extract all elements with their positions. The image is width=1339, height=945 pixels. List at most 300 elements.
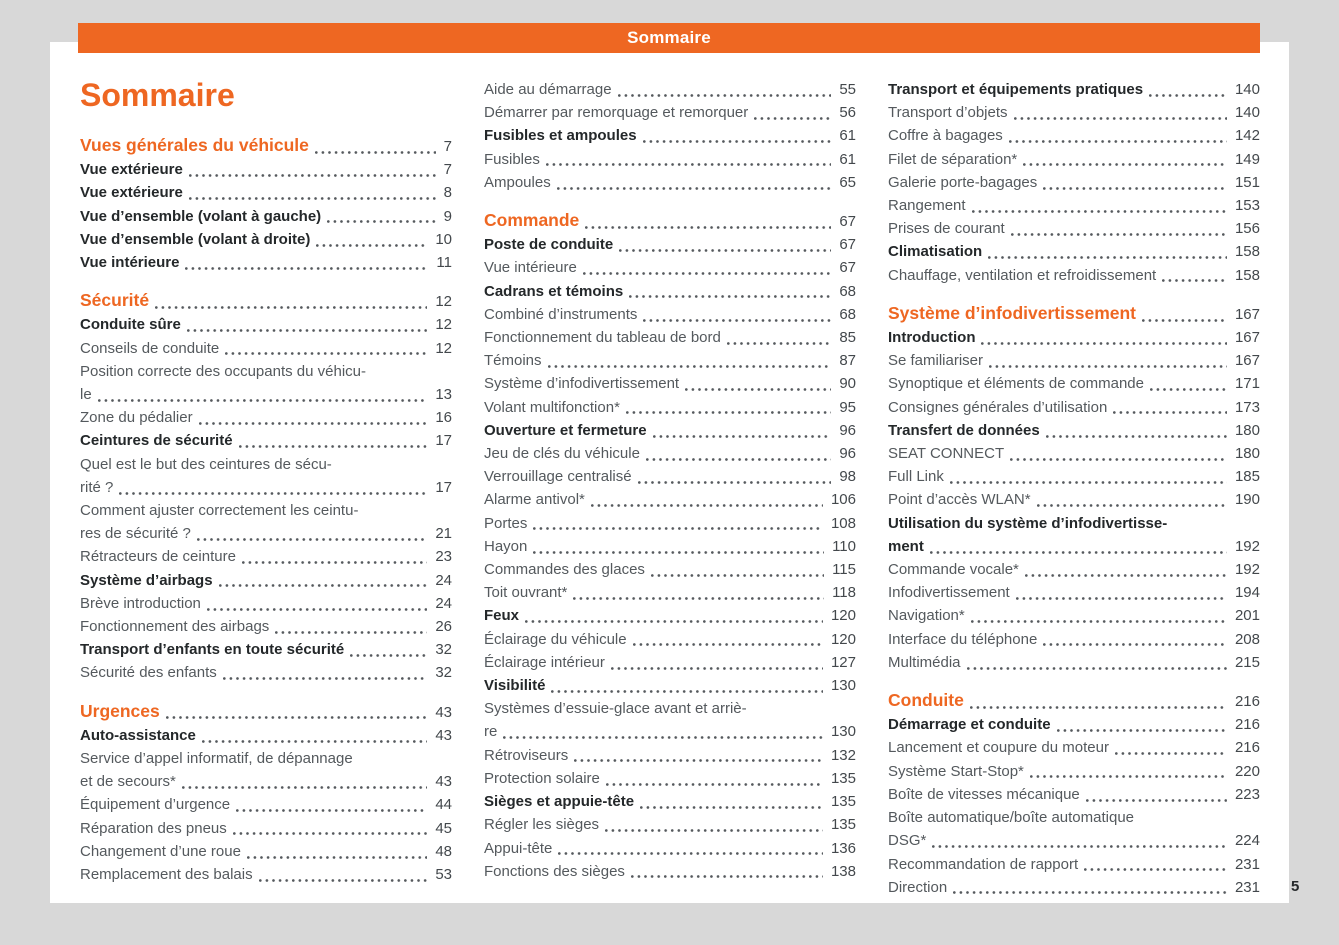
entry-label: Comment ajuster correctement les ceintu- <box>80 502 359 520</box>
toc-entry <box>80 360 452 406</box>
entry-page-number: 26 <box>435 618 452 636</box>
entry-page-number: 55 <box>839 81 856 98</box>
dot-leader <box>651 574 824 577</box>
entry-page-number: 24 <box>435 571 452 589</box>
dot-leader <box>189 174 436 177</box>
entry-line-2 <box>484 720 856 743</box>
entry-label: Commandes des glaces <box>484 561 645 579</box>
entry-label: Témoins <box>484 352 542 370</box>
entry-label: Remplacement des balais <box>80 866 253 884</box>
entry-label: Système d’airbags <box>80 571 213 589</box>
dot-leader <box>1014 117 1227 120</box>
entry-page-number: 53 <box>435 866 452 884</box>
entry-label: Navigation* <box>888 607 965 625</box>
entry-page-number: 95 <box>839 398 856 416</box>
dot-leader <box>185 267 428 270</box>
entry-page-number: 12 <box>435 339 452 357</box>
dot-leader <box>1149 94 1227 97</box>
entry-label: Full Link <box>888 468 944 486</box>
entry-line-2 <box>80 770 452 793</box>
toc-entry <box>80 181 452 204</box>
entry-page-number: 16 <box>435 409 452 427</box>
entry-label: Vue extérieure <box>80 184 183 202</box>
toc-column-2 <box>484 78 856 899</box>
entry-label: Commande <box>484 210 580 231</box>
entry-page-number: 56 <box>839 104 856 122</box>
dot-leader <box>1046 435 1227 438</box>
entry-page-number: 110 <box>832 537 856 555</box>
entry-label: Sécurité <box>80 290 150 311</box>
toc-entry <box>80 158 452 181</box>
dot-leader <box>626 411 831 414</box>
entry-label: Vue intérieure <box>80 254 180 272</box>
entry-page-number: 185 <box>1234 468 1260 486</box>
dot-leader <box>199 422 428 425</box>
dot-leader <box>1009 140 1227 143</box>
toc-entry <box>888 558 1260 581</box>
dot-leader <box>631 875 823 878</box>
toc-entry <box>888 628 1260 651</box>
toc-section-heading <box>80 133 452 158</box>
entry-page-number: 142 <box>1234 127 1260 145</box>
entry-label: Hayon <box>484 537 528 555</box>
toc-entry <box>888 240 1260 263</box>
entry-page-number: 153 <box>1234 197 1260 215</box>
dot-leader <box>1010 458 1227 461</box>
dot-leader <box>182 786 427 789</box>
toc-entry <box>484 396 856 419</box>
toc-entry <box>484 171 856 194</box>
entry-page-number: 48 <box>435 842 452 860</box>
dot-leader <box>1057 729 1227 732</box>
dot-leader <box>643 319 831 322</box>
dot-leader <box>1030 775 1227 778</box>
dot-leader <box>1084 868 1227 871</box>
entry-label: Direction <box>888 878 948 896</box>
dot-leader <box>653 435 832 438</box>
entry-page-number: 215 <box>1234 653 1260 671</box>
entry-label: Rétracteurs de ceinture <box>80 548 236 566</box>
entry-page-number: 96 <box>839 421 856 439</box>
toc-entry <box>80 337 452 360</box>
toc-entry <box>888 326 1260 349</box>
dot-leader <box>1113 411 1227 414</box>
entry-label: Vues générales du véhicule <box>80 135 309 155</box>
toc-columns <box>80 78 1260 899</box>
toc-entry <box>888 396 1260 419</box>
toc-entry <box>80 313 452 336</box>
toc-entry <box>80 228 452 251</box>
entry-label: Visibilité <box>484 677 546 695</box>
entry-label: Filet de séparation* <box>888 150 1018 168</box>
entry-label: Cadrans et témoins <box>484 282 624 300</box>
entry-label: Commande vocale* <box>888 561 1019 579</box>
entry-page-number: 67 <box>839 259 856 277</box>
entry-label: Ampoules <box>484 173 551 191</box>
entry-label: Conseils de conduite <box>80 339 220 357</box>
entry-page-number: 120 <box>830 607 856 625</box>
entry-page-number: 115 <box>832 561 856 579</box>
toc-entry <box>80 840 452 863</box>
toc-entry <box>888 783 1260 806</box>
toc-entry <box>888 442 1260 465</box>
dot-leader <box>591 504 823 507</box>
toc-entry <box>484 419 856 442</box>
toc-entry <box>484 558 856 581</box>
dot-leader <box>207 608 427 611</box>
toc-section-heading <box>484 208 856 233</box>
entry-label: Verrouillage centralisé <box>484 468 632 486</box>
dot-leader <box>972 210 1227 213</box>
entry-label: Rétroviseurs <box>484 746 569 764</box>
dot-leader <box>754 117 831 120</box>
entry-label: Changement d’une roue <box>80 842 241 860</box>
toc-entry <box>484 233 856 256</box>
entry-label: Auto-assistance <box>80 726 196 744</box>
dot-leader <box>727 342 831 345</box>
entry-label-continued: et de secours* <box>80 773 176 791</box>
entry-label: Chauffage, ventilation et refroidissement <box>888 266 1157 284</box>
entry-page-number: 136 <box>830 839 856 857</box>
toc-entry <box>484 442 856 465</box>
entry-page-number: 61 <box>839 127 856 145</box>
entry-label: Lancement et coupure du moteur <box>888 739 1109 757</box>
entry-label: Démarrage et conduite <box>888 716 1051 734</box>
entry-line-2 <box>888 535 1260 558</box>
entry-page-number: 90 <box>839 375 856 393</box>
entry-page-number: 32 <box>435 641 452 659</box>
toc-entry <box>888 512 1260 558</box>
toc-section-heading <box>80 699 452 724</box>
dot-leader <box>1086 799 1227 802</box>
toc-entry <box>80 747 452 793</box>
dot-leader <box>533 551 824 554</box>
page-number: 5 <box>1291 878 1300 895</box>
toc-entry <box>484 124 856 147</box>
toc-entry <box>888 876 1260 899</box>
entry-label: Zone du pédalier <box>80 409 193 427</box>
toc-entry <box>484 326 856 349</box>
toc-entry <box>80 863 452 886</box>
entry-page-number: 43 <box>435 773 452 791</box>
entry-page-number: 44 <box>435 796 452 814</box>
dot-leader <box>1023 163 1227 166</box>
entry-label: Équipement d’urgence <box>80 796 231 814</box>
entry-line-2 <box>80 522 452 545</box>
dot-leader <box>1043 643 1227 646</box>
entry-page-number: 216 <box>1234 716 1260 734</box>
entry-label: Boîte automatique/boîte automatique <box>888 809 1135 827</box>
toc-entry <box>484 535 856 558</box>
entry-label: Galerie porte-bagages <box>888 173 1038 191</box>
toc-entry <box>888 419 1260 442</box>
toc-entry <box>484 148 856 171</box>
entry-page-number: 98 <box>839 468 856 486</box>
entry-label-continued: re <box>484 723 498 741</box>
entry-page-number: 7 <box>443 138 452 155</box>
entry-label: Volant multifonction* <box>484 398 620 416</box>
entry-page-number: 171 <box>1234 375 1260 393</box>
entry-page-number: 135 <box>830 816 856 834</box>
dot-leader <box>202 740 427 743</box>
dot-leader <box>533 527 823 530</box>
dot-leader <box>1025 574 1227 577</box>
toc-entry <box>484 790 856 813</box>
entry-page-number: 158 <box>1234 243 1260 261</box>
dot-leader <box>223 677 428 680</box>
toc-entry <box>484 604 856 627</box>
toc-column-1 <box>80 78 452 899</box>
entry-label: Fusibles <box>484 150 540 168</box>
entry-label: Fonctionnement des airbags <box>80 618 270 636</box>
entry-page-number: 24 <box>435 594 452 612</box>
entry-label: SEAT CONNECT <box>888 445 1005 463</box>
dot-leader <box>618 94 832 97</box>
entry-label: Conduite <box>888 690 964 711</box>
toc-entry <box>888 465 1260 488</box>
entry-page-number: 180 <box>1234 445 1260 463</box>
dot-leader <box>155 306 427 309</box>
dot-leader <box>1043 187 1227 190</box>
toc-entry <box>80 661 452 684</box>
entry-page-number: 220 <box>1234 762 1260 780</box>
entry-label: Alarme antivol* <box>484 491 585 509</box>
entry-page-number: 231 <box>1234 855 1260 873</box>
entry-label: Transport d’enfants en toute sécurité <box>80 641 345 659</box>
dot-leader <box>643 140 832 143</box>
toc-entry <box>484 256 856 279</box>
entry-label: Climatisation <box>888 243 983 261</box>
toc-entry <box>888 372 1260 395</box>
dot-leader <box>953 891 1227 894</box>
dot-leader <box>619 249 831 252</box>
toc-entry <box>888 171 1260 194</box>
dot-leader <box>275 631 427 634</box>
entry-label: Réparation des pneus <box>80 819 227 837</box>
entry-label: Vue d’ensemble (volant à droite) <box>80 230 311 248</box>
toc-entry <box>888 217 1260 240</box>
entry-page-number: 87 <box>839 352 856 370</box>
entry-page-number: 140 <box>1234 104 1260 122</box>
dot-leader <box>685 388 831 391</box>
toc-entry <box>484 581 856 604</box>
toc-section-heading <box>888 301 1260 326</box>
toc-entry <box>484 860 856 883</box>
entry-page-number: 21 <box>435 525 452 543</box>
entry-label: Interface du téléphone <box>888 630 1038 648</box>
toc-entry <box>888 101 1260 124</box>
dot-leader <box>633 643 823 646</box>
entry-page-number: 180 <box>1234 421 1260 439</box>
entry-label-continued: ment <box>888 537 924 555</box>
toc-entry <box>888 736 1260 759</box>
dot-leader <box>971 620 1227 623</box>
entry-label: Position correcte des occupants du véhicu- <box>80 362 366 380</box>
toc-entry <box>484 372 856 395</box>
dot-leader <box>548 365 832 368</box>
toc-entry <box>484 674 856 697</box>
toc-entry <box>80 429 452 452</box>
entry-page-number: 118 <box>832 584 856 602</box>
dot-leader <box>236 809 427 812</box>
toc-entry <box>80 251 452 274</box>
entry-page-number: 127 <box>830 653 856 671</box>
dot-leader <box>981 342 1226 345</box>
entry-label: Régler les sièges <box>484 816 600 834</box>
toc-entry <box>888 194 1260 217</box>
entry-page-number: 167 <box>1234 352 1260 370</box>
dot-leader <box>233 832 428 835</box>
entry-label: Transport d’objets <box>888 104 1008 122</box>
dot-leader <box>638 481 832 484</box>
entry-label: Service d’appel informatif, de dépannage <box>80 750 353 768</box>
entry-page-number: 130 <box>830 677 856 695</box>
dot-leader <box>242 561 427 564</box>
dot-leader <box>187 329 427 332</box>
toc-entry <box>80 453 452 499</box>
entry-label: Poste de conduite <box>484 236 614 254</box>
entry-label: Multimédia <box>888 653 961 671</box>
dot-leader <box>950 481 1227 484</box>
entry-label: Ouverture et fermeture <box>484 421 647 439</box>
entry-label: Fonctionnement du tableau de bord <box>484 329 721 347</box>
entry-label: Démarrer par remorquage et remorquer <box>484 104 749 122</box>
manual-page <box>50 42 1289 903</box>
dot-leader <box>350 654 427 657</box>
entry-page-number: 108 <box>830 514 856 532</box>
header-bar <box>78 23 1260 53</box>
entry-page-number: 151 <box>1234 173 1260 191</box>
entry-page-number: 149 <box>1234 150 1260 168</box>
toc-column-2-entries <box>484 78 856 883</box>
entry-page-number: 7 <box>443 161 452 179</box>
entry-page-number: 224 <box>1234 832 1260 850</box>
entry-page-number: 223 <box>1234 785 1260 803</box>
entry-page-number: 61 <box>839 150 856 168</box>
entry-page-number: 192 <box>1234 537 1260 555</box>
toc-column-3 <box>888 78 1260 899</box>
entry-label: Recommandation de rapport <box>888 855 1079 873</box>
toc-entry <box>80 406 452 429</box>
toc-entry <box>484 78 856 101</box>
entry-page-number: 96 <box>839 445 856 463</box>
entry-page-number: 17 <box>435 478 452 496</box>
toc-entry <box>80 615 452 638</box>
toc-entry <box>888 148 1260 171</box>
toc-entry <box>484 465 856 488</box>
entry-label: Éclairage intérieur <box>484 653 605 671</box>
dot-leader <box>970 706 1227 709</box>
entry-label: Feux <box>484 607 520 625</box>
entry-page-number: 67 <box>839 236 856 254</box>
dot-leader <box>98 399 428 402</box>
entry-line-2 <box>80 476 452 499</box>
dot-leader <box>239 445 428 448</box>
entry-page-number: 68 <box>839 282 856 300</box>
dot-leader <box>119 492 427 495</box>
entry-page-number: 167 <box>1234 329 1260 347</box>
dot-leader <box>930 551 1227 554</box>
dot-leader <box>606 783 823 786</box>
entry-page-number: 173 <box>1234 398 1260 416</box>
dot-leader <box>1162 279 1227 282</box>
dot-leader <box>247 856 427 859</box>
entry-page-number: 167 <box>1234 305 1260 323</box>
dot-leader <box>1037 504 1227 507</box>
entry-label: Vue extérieure <box>80 161 183 179</box>
entry-label-continued: rité ? <box>80 478 114 496</box>
entry-label: Fonctions des sièges <box>484 862 625 880</box>
dot-leader <box>585 226 831 229</box>
dot-leader <box>1150 388 1227 391</box>
dot-leader <box>573 597 824 600</box>
toc-entry <box>80 205 452 228</box>
toc-entry <box>888 124 1260 147</box>
entry-label: Prises de courant <box>888 220 1005 238</box>
dot-leader <box>225 352 427 355</box>
entry-page-number: 140 <box>1234 81 1260 98</box>
entry-page-number: 216 <box>1234 693 1260 711</box>
dot-leader <box>503 736 823 739</box>
toc-entry <box>888 651 1260 674</box>
entry-label: Ceintures de sécurité <box>80 432 233 450</box>
dot-leader <box>574 759 823 762</box>
entry-page-number: 156 <box>1234 220 1260 238</box>
entry-page-number: 192 <box>1234 561 1260 579</box>
dot-leader <box>1011 233 1227 236</box>
entry-page-number: 208 <box>1234 630 1260 648</box>
toc-entry <box>484 488 856 511</box>
toc-section-heading <box>80 288 452 313</box>
entry-label: Vue d’ensemble (volant à gauche) <box>80 207 322 225</box>
entry-label: Brève introduction <box>80 594 201 612</box>
entry-label: Coffre à bagages <box>888 127 1003 145</box>
entry-page-number: 10 <box>435 230 452 248</box>
toc-section-heading <box>888 688 1260 713</box>
toc-entry <box>888 581 1260 604</box>
entry-label: Conduite sûre <box>80 316 181 334</box>
entry-line-2 <box>888 829 1260 852</box>
dot-leader <box>967 667 1227 670</box>
toc-entry <box>888 806 1260 852</box>
entry-label: Éclairage du véhicule <box>484 630 627 648</box>
entry-label: Portes <box>484 514 528 532</box>
entry-page-number: 65 <box>839 173 856 191</box>
dot-leader <box>558 852 823 855</box>
entry-page-number: 158 <box>1234 266 1260 284</box>
dot-leader <box>315 151 436 154</box>
toc-entry <box>80 545 452 568</box>
entry-page-number: 135 <box>830 769 856 787</box>
toc-entry <box>484 628 856 651</box>
dot-leader <box>1142 319 1227 322</box>
entry-label: Appui-tête <box>484 839 553 857</box>
dot-leader <box>1016 597 1227 600</box>
toc-entry <box>484 697 856 743</box>
entry-label-continued: DSG* <box>888 832 927 850</box>
entry-label: Infodivertissement <box>888 584 1010 602</box>
entry-label: Boîte de vitesses mécanique <box>888 785 1080 803</box>
entry-page-number: 45 <box>435 819 452 837</box>
entry-label: Transport et équipements pratiques <box>888 81 1144 98</box>
toc-entry <box>888 713 1260 736</box>
entry-page-number: 43 <box>435 703 452 721</box>
dot-leader <box>189 197 436 200</box>
entry-page-number: 138 <box>830 862 856 880</box>
entry-label: Utilisation du système d’infodivertisse- <box>888 514 1168 532</box>
entry-page-number: 201 <box>1234 607 1260 625</box>
toc-entry <box>80 499 452 545</box>
